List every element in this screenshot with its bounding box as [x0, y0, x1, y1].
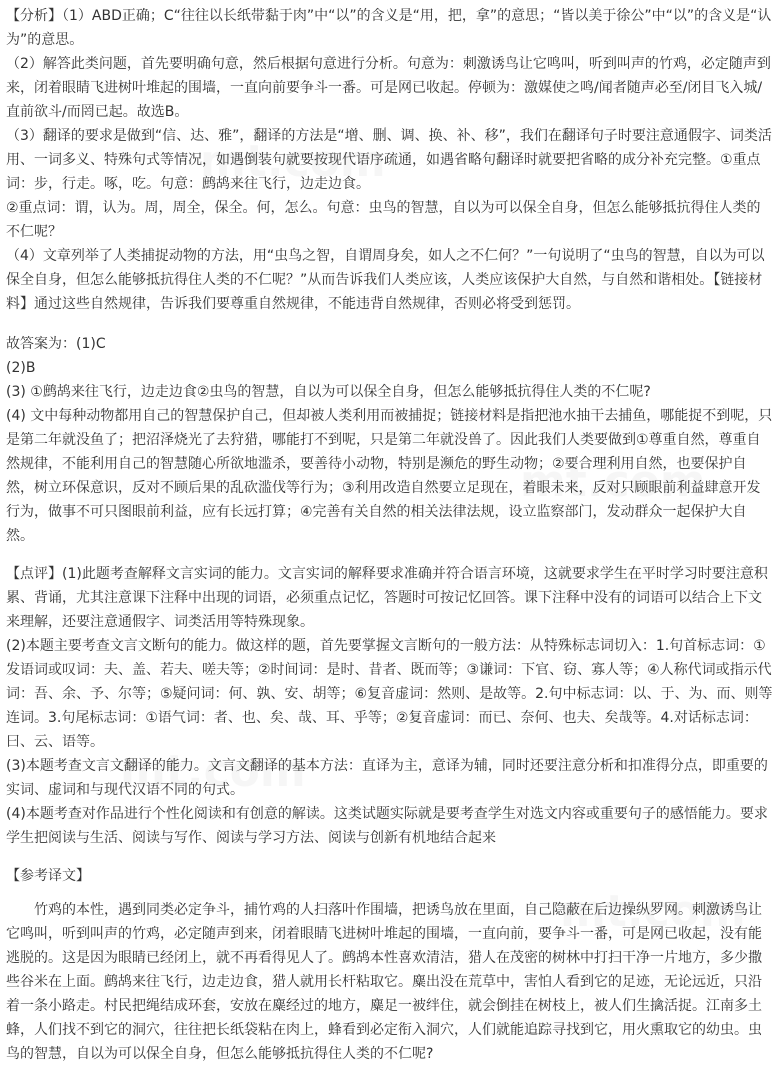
answer-section [6, 332, 774, 548]
reference-translation-section [6, 864, 774, 1066]
answer-line-2: (2)B [6, 360, 36, 376]
comment-paragraph-3: (3)本题考查文言文翻译的能力。文言文翻译的基本方法：直译为主，意译为辅，同时还要注意分析和扣准得分点，即重要的实词、虚词和与现代汉语不同的句式。 [6, 758, 768, 798]
comment-paragraph-4: (4)本题考查对作品进行个性化阅读和有创意的解读。这类试题实际就是要考查学生对选文内容或重要句子的感悟能力。要求学生把阅读与生活、阅读与写作、阅读与学习方法、阅读与创新有机地结合起来 [6, 806, 768, 846]
comment-paragraph-2: (2)本题主要考查文言文断句的能力。做这样的题，首先要掌握文言断句的一般方法：从特殊标志词切入：1.句首标志词：①发语词或叹词：夫、盖、若夫、嗟夫等；②时间词：是时、昔者、既而等；③谦词：下官、窃、寡人等；④人称代词或指示代词：吾、余、予、尔等；⑤疑问词：何、孰、安、胡等；⑥复音虚词：然则、是故等。2.句中标志词：以、于、为、而、则等连词。3.句尾标志词：①语气词：者、也、矣、哉、耳、乎等；②复音虚词：而已、奈何、也夫、矣哉等。4.对话标志词：曰、云、语等。 [6, 638, 773, 750]
comment-paragraph-1: 【点评】(1)此题考查解释文言实词的能力。文言实词的解释要求准确并符合语言环境，这就要求学生在平时学习时要注意积累、背诵，尤其注意课下注释中出现的词语，必须重点记忆，答题时可按记忆回答。课下注释中没有的词语可以结合上下文来理解，还要注意通假字、词类活用等特殊现象。 [6, 566, 768, 630]
answer-line-3: (3) ①鹧鸪来往飞行，边走边食②虫鸟的智慧，自以为可以保全自身，但怎么能够抵抗得住人类的不仁呢? [6, 384, 651, 400]
reference-body: 竹鸡的本性，遇到同类必定争斗，捕竹鸡的人扫落叶作围墙，把诱鸟放在里面，自己隐蔽在后边操纵罗网。刺激诱鸟让它鸣叫，听到叫声的竹鸡，必定随声到来，闭着眼睛飞进树叶堆起的围墙，一直向前，要争斗一番，可是网已收起，没有能逃脱的。这是因为眼睛已经闭上，就不再看得见人了。鹧鸪本性喜欢清洁，猎人在茂密的树林中打扫干净一片地方，多少撒些谷米在上面。鹧鸪来往飞行，边走边食，猎人就用长杆粘取它。麋出没在荒草中，害怕人看到它的足迹，无论远近，只沿着一条小路走。村民把绳结成环套，安放在麋经过的地方，麋足一被绊住，就会倒挂在树枝上，被人们生擒活捉。江南多土蜂，人们找不到它的洞穴，往往把长纸袋粘在肉上，蜂看到必定衔入洞穴，人们就能追踪寻找到它，用火熏取它的幼虫。虫鸟的智慧，自以为可以保全自身，但怎么能够抵抗得住人类的不仁呢? [6, 902, 762, 1062]
comment-section [6, 562, 774, 850]
analysis-paragraph-5: （4）文章列举了人类捕捉动物的方法，用“虫鸟之智，自谓周身矣，如人之不仁何？”一句说明了“虫鸟的智慧，自以为可以保全自身，但怎么能够抵抗得住人类的不仁呢？”从而告诉我们人类应该，人类应该保护大自然，与自然和谐相处。【链接材料】通过这些自然规律，告诉我们要尊重自然规律，不能违背自然规律，否则必将受到惩罚。 [6, 248, 765, 312]
analysis-paragraph-2: （2）解答此类问题，首先要明确句意，然后根据句意进行分析。句意为：刺激诱鸟让它鸣叫，听到叫声的竹鸡，必定随声到来，闭着眼睛飞进树叶堆起的围墙，一直向前要争斗一番。可是网已收起。停顿为：激媒使之鸣/闻者随声必至/闭目飞入城/直前欲斗/而罔已起。故选B。 [6, 56, 771, 120]
analysis-paragraph-1: 【分析】（1）ABD正确；C“往往以长纸带黏于肉”中“以”的含义是“用，把，拿”的意思；“皆以美于徐公”中“以”的含义是“认为”的意思。 [6, 8, 772, 48]
analysis-paragraph-3: （3）翻译的要求是做到“信、达、雅”，翻译的方法是“增、删、调、换、补、移”，我们在翻译句子时要注意通假字、词类活用、一词多义、特殊句式等情况，如遇倒装句就要按现代语序疏通，如遇省略句翻译时就要把省略的成分补充完整。①重点词：步，行走。啄，吃。句意：鹧鸪来往飞行，边走边食。 [6, 128, 772, 192]
reference-heading: 【参考译文】 [6, 868, 90, 884]
answer-line-1: 故答案为：(1)C [6, 336, 106, 352]
analysis-paragraph-4: ②重点词：谓，认为。周，周全，保全。何，怎么。句意：虫鸟的智慧，自以为可以保全自身，但怎么能够抵抗得住人类的不仁呢？ [6, 200, 761, 240]
answer-line-4: (4) 文中每种动物都用自己的智慧保护自己，但却被人类利用而被捕捉；链接材料是指把池水抽干去捕鱼，哪能捉不到呢，只是第二年就没鱼了；把沼泽烧光了去狩猎，哪能打不到呢，只是第二年就没兽了。因此我们人类要做到①尊重自然，尊重自然规律，不能利用自己的智慧随心所欲地滥杀，要善待小动物，特别是濒危的野生动物；②要合理利用自然，也要保护自然，树立环保意识，反对不顾后果的乱砍滥伐等行为；③利用改造自然要立足现在，着眼未来，反对只顾眼前利益肆意开发行为，做事不可只图眼前利益，应有长远打算；④完善有关自然的相关法律法规，设立监察部门，发动群众一起保护大自然。 [6, 408, 773, 544]
analysis-section [6, 4, 774, 316]
